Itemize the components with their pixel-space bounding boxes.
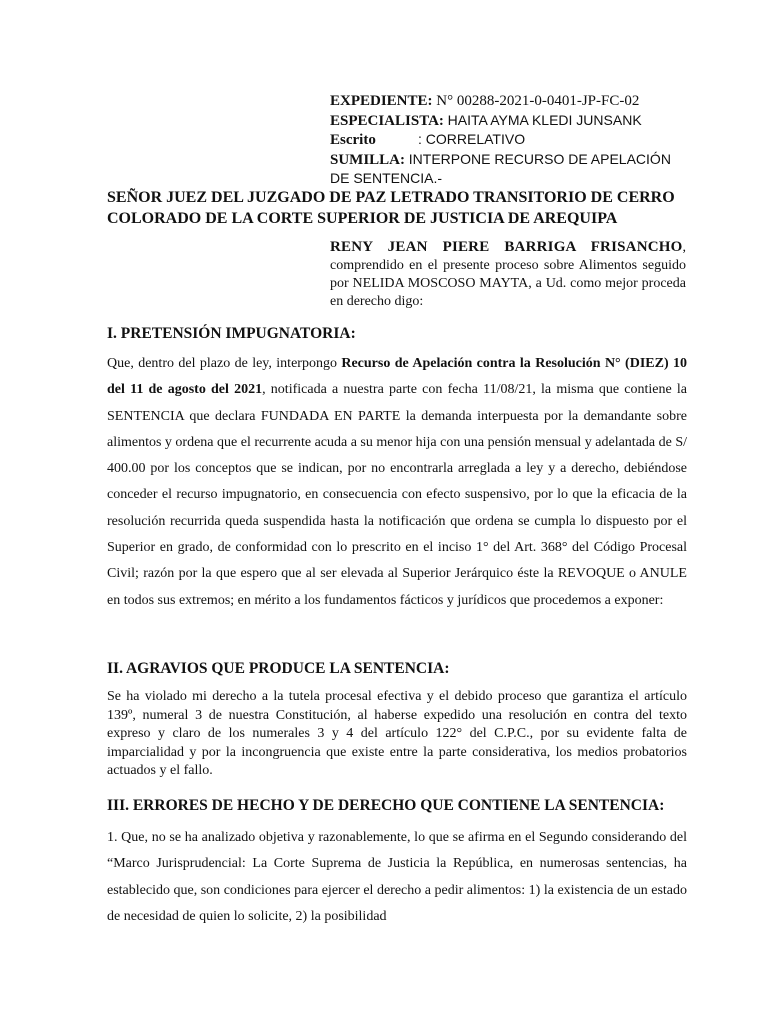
especialista-row (330, 111, 710, 131)
section-1-text-b: , notificada a nuestra parte con fecha 11/08/21, la misma que contiene la SENTENCIA que declara FUNDADA EN PARTE la demanda interpuesta por la demandante sobre alimentos y ordena que el recurrente acuda a su menor hija con una pensión mensual y adelantada de S/ 400.00 por los conceptos que se indican, por no encontrarla arreglada a ley y a derecho, debiéndose conceder el recurso impugnatorio, en consecuencia con efecto suspensivo, por lo que la eficacia de la resolución recurrida queda suspendida hasta la notificación que ordena se cumpla lo dispuesto por el Superior en grado, de conformidad con lo prescrito en el inciso 1° del Art. 368° del Código Procesal Civil; razón por la que espero que al ser elevada al Superior Jerárquico éste la REVOQUE o ANULE en todos sus extremos; en mérito a los fundamentos fácticos y jurídicos que procedemos a exponer: (107, 382, 688, 608)
section-3-title: III. ERRORES DE HECHO Y DE DERECHO QUE CONTIENE LA SENTENCIA: (107, 797, 665, 814)
section-1-bold-text: Recurso de Apelación contra la Resolución N° (DIEZ) 10 del 11 de agosto del 2021 (107, 356, 688, 398)
expediente-row (330, 92, 710, 111)
party-name: RENY JEAN PIERE BARRIGA FRISANCHO (330, 239, 683, 255)
section-1-title: I. PRETENSIÓN IMPUGNATORIA: (107, 325, 356, 342)
especialista-label: ESPECIALISTA: (330, 112, 444, 129)
expediente-value: N° 00288-2021-0-0401-JP-FC-02 (436, 93, 640, 109)
escrito-row (330, 130, 710, 150)
sumilla-row-2 (330, 169, 710, 189)
sumilla-row (330, 150, 710, 170)
party-intro-text: , comprendido en el presente proceso sobre Alimentos seguido por NELIDA MOSCOSO MAYTA, a Ud. como mejor proceda en derecho digo: (330, 240, 686, 309)
section-1-paragraph (107, 351, 687, 614)
especialista-value: HAITA AYMA KLEDI JUNSANK (447, 111, 642, 128)
section-3-paragraph: 1. Que, no se ha analizado objetiva y razonablemente, lo que se afirma en el Segundo considerando del “Marco Jurisprudencial: La Corte Suprema de Justicia la República, en numerosas sentencias, ha establecido que, son condiciones para ejercer el derecho a pedir alimentos: 1) la existencia de un estado de necesidad de quien lo solicite, 2) la posibilidad (107, 830, 687, 924)
section-1-text-a: Que, dentro del plazo de ley, interpongo (107, 356, 342, 371)
section-2-title: II. AGRAVIOS QUE PRODUCE LA SENTENCIA: (107, 660, 450, 677)
case-header (330, 92, 710, 189)
escrito-label: Escrito (330, 132, 376, 148)
escrito-value: : CORRELATIVO (418, 131, 526, 147)
section-2-paragraph: Se ha violado mi derecho a la tutela procesal efectiva y el debido proceso que garantiza el artículo 139º, numeral 3 de nuestra Constitución, al haberse expedido una resolución en contra del texto expreso y claro de los numerales 3 y 4 del artículo 122° del C.P.C., por su evidente falta de imparcialidad y por la incongruencia que existe entre la parte considerativa, los medios probatorios actuados y el fallo. (107, 689, 687, 778)
sumilla-value-line-2: DE SENTENCIA.- (330, 170, 443, 186)
party-introduction (330, 238, 686, 311)
court-addressee: SEÑOR JUEZ DEL JUZGADO DE PAZ LETRADO TRANSITORIO DE CERRO COLORADO DE LA CORTE SUPERIOR DE JUSTICIA DE AREQUIPA (107, 189, 675, 227)
expediente-label: EXPEDIENTE: (330, 93, 433, 109)
sumilla-value-line-1: INTERPONE RECURSO DE APELACIÓN (408, 150, 671, 167)
sumilla-label: SUMILLA: (330, 151, 406, 168)
